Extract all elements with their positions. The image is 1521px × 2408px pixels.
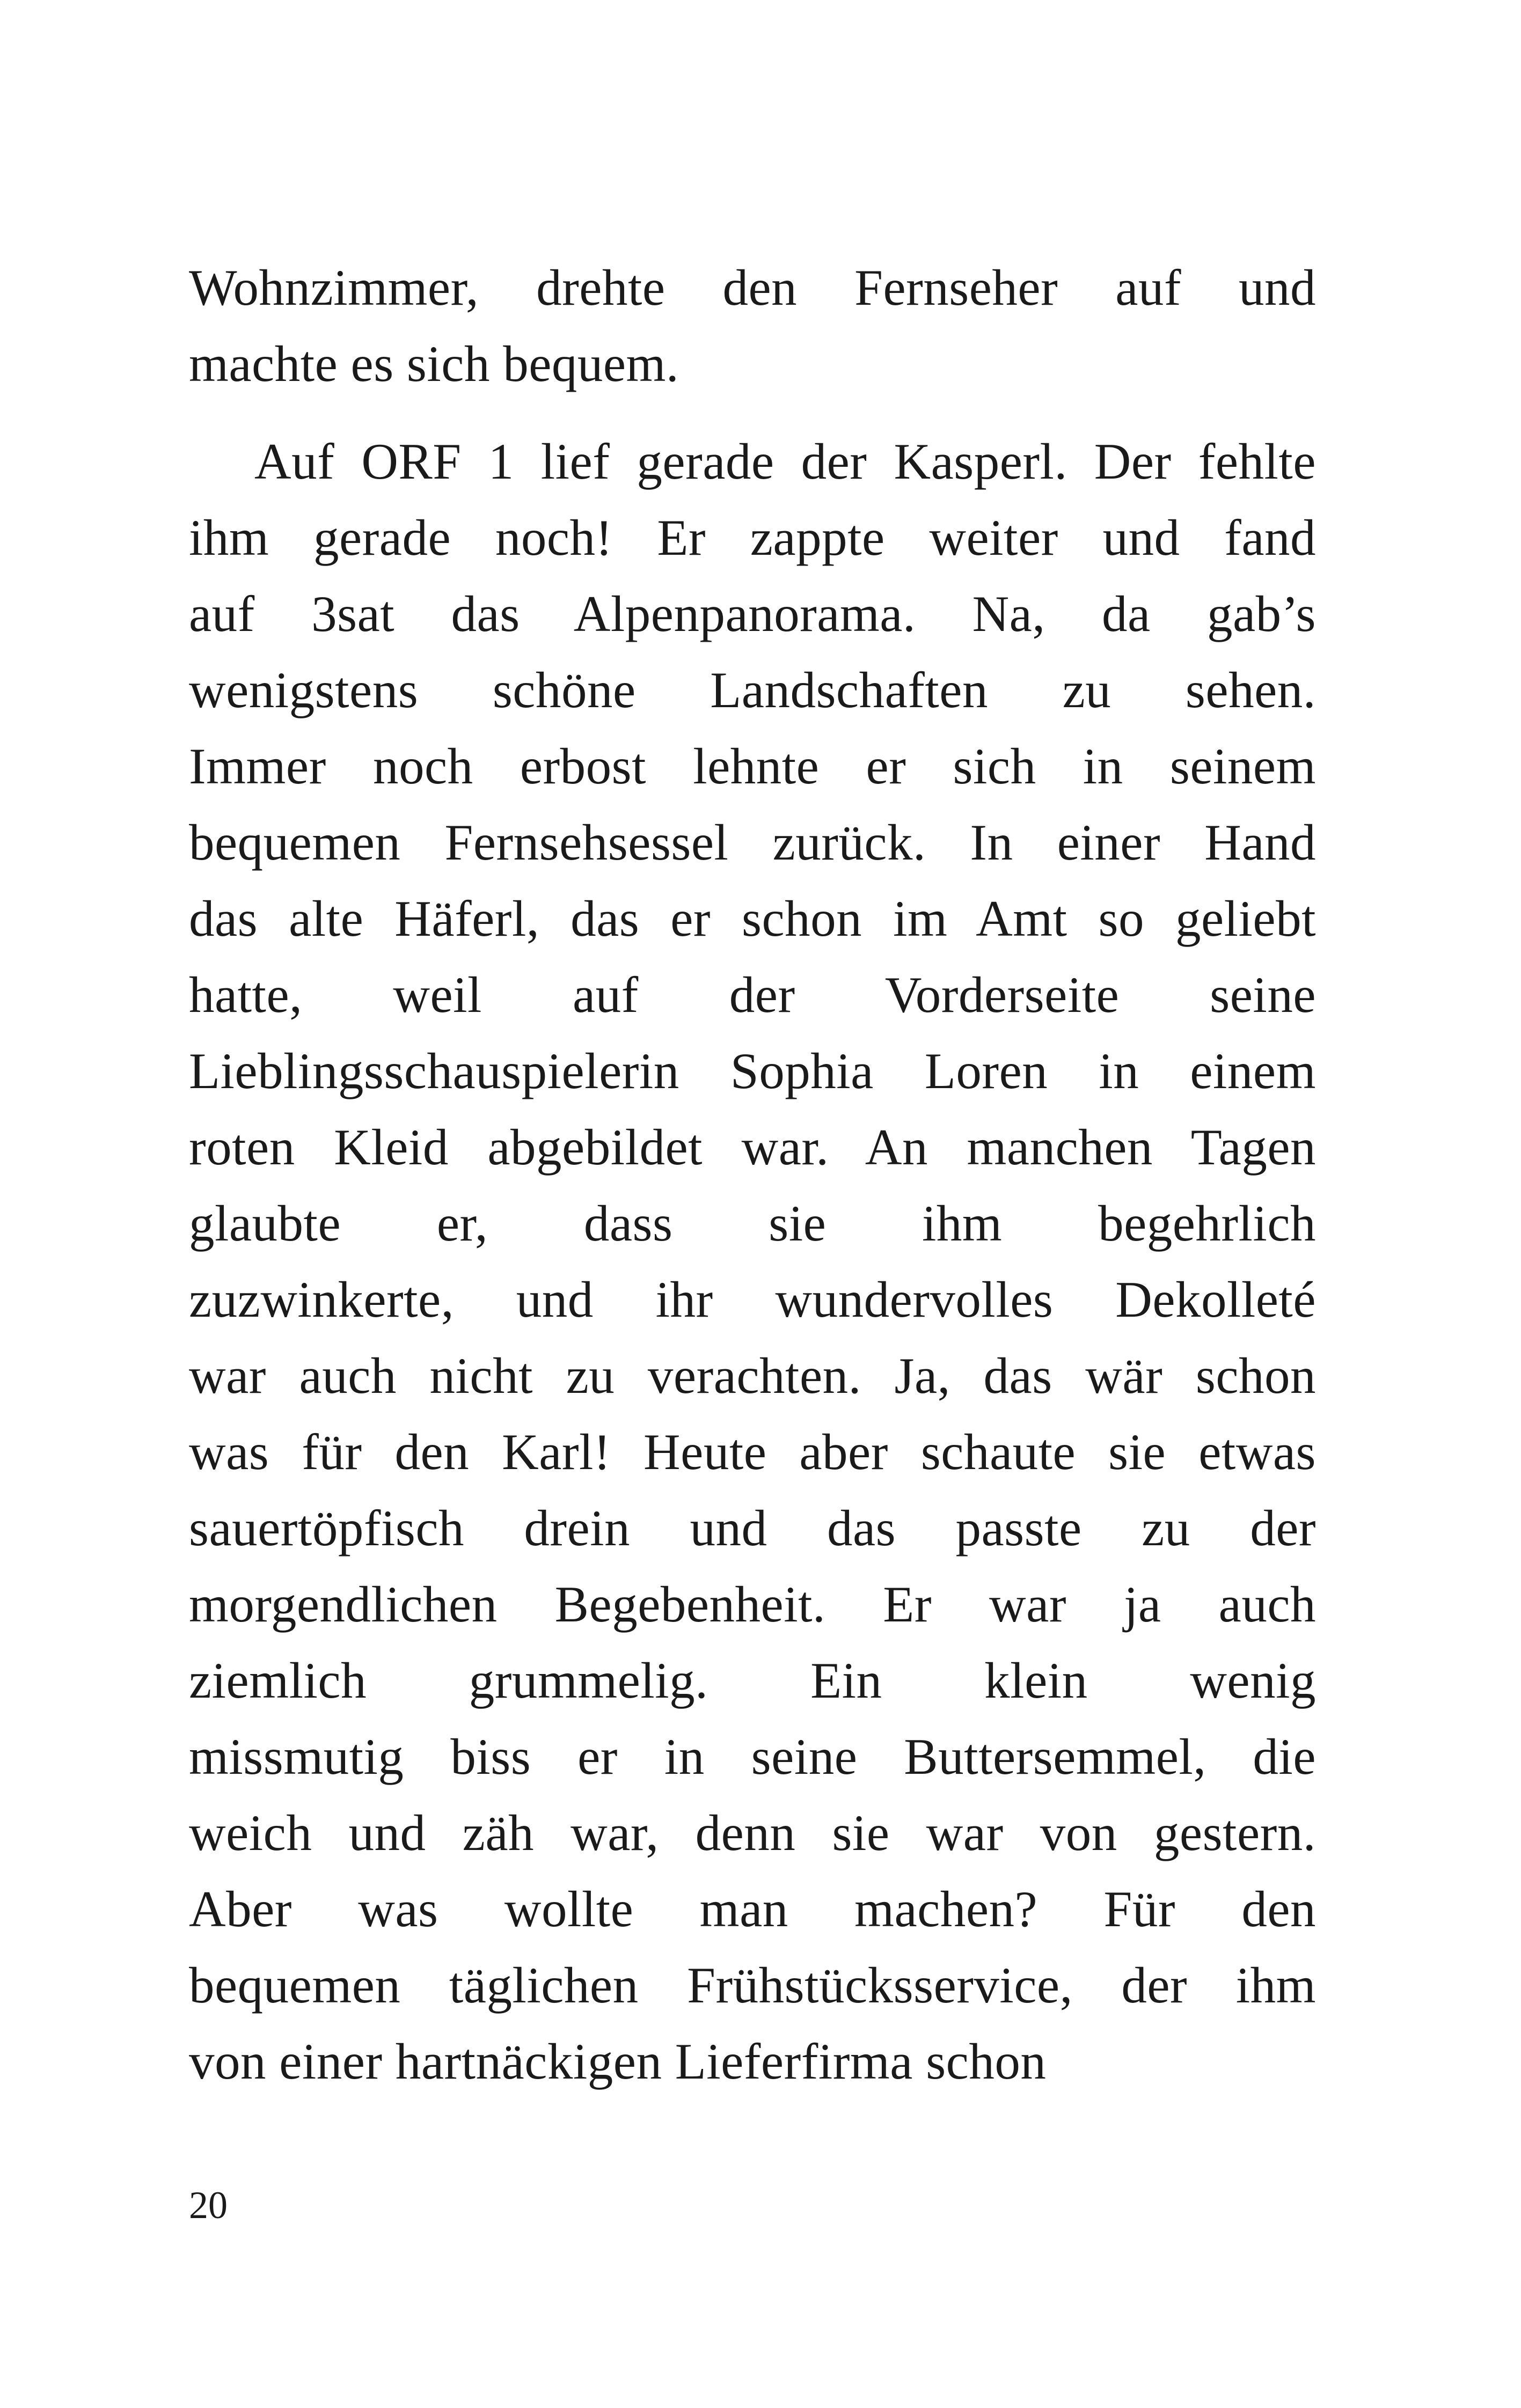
text-line: Lieblingsschauspielerin Sophia Loren in einem [189, 1043, 1316, 1099]
text-line: Immer noch erbost lehnte er sich in seinem [189, 738, 1316, 795]
text-line: hatte, weil auf der Vorderseite seine [189, 966, 1316, 1023]
text-line: war auch nicht zu verachten. Ja, das wär schon [189, 1347, 1316, 1404]
text-line: bequemen täglichen Frühstücksservice, der ihm [189, 1957, 1316, 2014]
text-line: auf 3sat das Alpenpanorama. Na, da gab’s [189, 585, 1316, 642]
paragraph-gap [189, 402, 1316, 423]
text-line: missmutig biss er in seine Buttersemmel, die [189, 1728, 1316, 1785]
text-line: ihm gerade noch! Er zappte weiter und fand [189, 509, 1316, 566]
text-line: von einer hartnäckigen Lieferfirma schon [189, 2033, 1047, 2090]
text-line: Auf ORF 1 lief gerade der Kasperl. Der fehlte [254, 433, 1316, 490]
text-line: glaubte er, dass sie ihm begehrlich [189, 1195, 1316, 1252]
text-line: machte es sich bequem. [189, 335, 679, 392]
text-line: wenigstens schöne Landschaften zu sehen. [189, 662, 1316, 718]
text-line: zuzwinkerte, und ihr wundervolles Dekolleté [189, 1271, 1316, 1328]
body-text [189, 249, 1316, 2099]
text-line: ziemlich grummelig. Ein klein wenig [189, 1652, 1316, 1709]
text-line: Wohnzimmer, drehte den Fernseher auf und [189, 259, 1316, 316]
text-line: roten Kleid abgebildet war. An manchen Tagen [189, 1119, 1316, 1176]
text-line: Aber was wollte man machen? Für den [189, 1881, 1316, 1937]
text-line: morgendlichen Begebenheit. Er war ja auch [189, 1576, 1316, 1633]
text-line: weich und zäh war, denn sie war von gestern. [189, 1804, 1316, 1861]
text-line: was für den Karl! Heute aber schaute sie etwas [189, 1423, 1316, 1480]
text-line: sauertöpfisch drein und das passte zu der [189, 1500, 1316, 1557]
text-line: bequemen Fernsehsessel zurück. In einer Hand [189, 814, 1316, 871]
text-line: das alte Häferl, das er schon im Amt so geliebt [189, 890, 1316, 947]
page-number: 20 [189, 2184, 228, 2227]
